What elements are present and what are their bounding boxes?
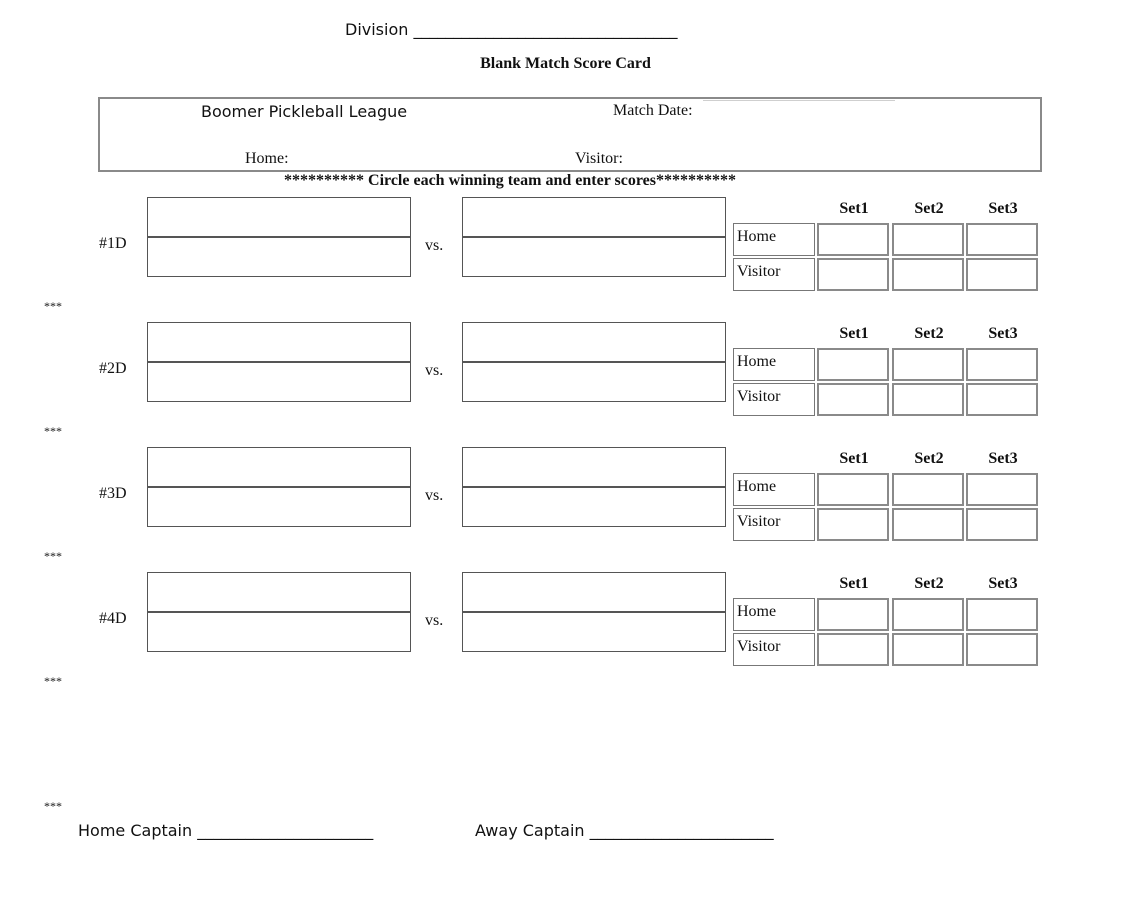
set-header: Set3 — [988, 200, 1018, 217]
score-cell[interactable] — [817, 633, 889, 666]
score-cell[interactable] — [817, 473, 889, 506]
vs-label: vs. — [425, 612, 444, 629]
home-team-box[interactable] — [147, 322, 411, 402]
home-team-label: Home: — [245, 150, 289, 167]
team-box-divider — [148, 486, 410, 488]
separator-stars: *** — [44, 424, 62, 438]
home-captain-field: Home Captain ______________________ — [78, 821, 374, 840]
score-cell[interactable] — [892, 223, 964, 256]
league-name: Boomer Pickleball League — [201, 102, 408, 121]
score-row-label: Home — [733, 473, 815, 506]
score-cell[interactable] — [892, 383, 964, 416]
score-cell[interactable] — [966, 598, 1038, 631]
score-row-label: Home — [733, 348, 815, 381]
score-cell[interactable] — [892, 473, 964, 506]
score-cell[interactable] — [892, 348, 964, 381]
team-box-divider — [463, 236, 725, 238]
score-cell[interactable] — [817, 223, 889, 256]
set-header: Set2 — [914, 200, 944, 217]
score-cell[interactable] — [817, 598, 889, 631]
team-box-divider — [148, 236, 410, 238]
match-label: #1D — [99, 235, 127, 252]
score-cell[interactable] — [892, 508, 964, 541]
score-cell[interactable] — [966, 383, 1038, 416]
separator-stars: *** — [44, 549, 62, 563]
separator-stars: *** — [44, 299, 62, 313]
vs-label: vs. — [425, 237, 444, 254]
team-box-divider — [463, 486, 725, 488]
score-row-label: Visitor — [733, 383, 815, 416]
set-header: Set3 — [988, 325, 1018, 342]
set-header: Set1 — [839, 325, 869, 342]
separator-stars: *** — [44, 674, 62, 688]
away-captain-field: Away Captain _______________________ — [475, 821, 774, 840]
match-label: #4D — [99, 610, 127, 627]
visitor-team-box[interactable] — [462, 447, 726, 527]
visitor-team-box[interactable] — [462, 572, 726, 652]
set-header: Set3 — [988, 450, 1018, 467]
score-cell[interactable] — [817, 258, 889, 291]
vs-label: vs. — [425, 362, 444, 379]
team-box-divider — [463, 361, 725, 363]
set-header: Set2 — [914, 325, 944, 342]
score-cell[interactable] — [966, 348, 1038, 381]
score-cell[interactable] — [892, 598, 964, 631]
score-row-label: Visitor — [733, 508, 815, 541]
set-header: Set1 — [839, 450, 869, 467]
set-header: Set2 — [914, 575, 944, 592]
instructions: ********** Circle each winning team and enter scores********** — [284, 172, 736, 189]
match-label: #3D — [99, 485, 127, 502]
score-cell[interactable] — [966, 508, 1038, 541]
set-header: Set1 — [839, 200, 869, 217]
score-row-label: Home — [733, 223, 815, 256]
set-header: Set1 — [839, 575, 869, 592]
home-team-box[interactable] — [147, 572, 411, 652]
home-team-box[interactable] — [147, 197, 411, 277]
match-label: #2D — [99, 360, 127, 377]
score-cell[interactable] — [817, 508, 889, 541]
score-cell[interactable] — [966, 258, 1038, 291]
score-row-label: Home — [733, 598, 815, 631]
score-cell[interactable] — [892, 258, 964, 291]
team-box-divider — [148, 611, 410, 613]
separator-stars: *** — [44, 799, 62, 813]
vs-label: vs. — [425, 487, 444, 504]
set-header: Set3 — [988, 575, 1018, 592]
match-date-line — [703, 100, 895, 101]
team-box-divider — [463, 611, 725, 613]
score-cell[interactable] — [966, 473, 1038, 506]
set-header: Set2 — [914, 450, 944, 467]
division-field: Division _________________________________ — [345, 20, 678, 39]
visitor-team-box[interactable] — [462, 322, 726, 402]
match-date-label: Match Date: — [613, 102, 693, 119]
score-cell[interactable] — [966, 223, 1038, 256]
score-cell[interactable] — [817, 383, 889, 416]
score-row-label: Visitor — [733, 258, 815, 291]
score-cell[interactable] — [966, 633, 1038, 666]
team-box-divider — [148, 361, 410, 363]
page-title: Blank Match Score Card — [480, 55, 651, 72]
visitor-team-box[interactable] — [462, 197, 726, 277]
score-cell[interactable] — [817, 348, 889, 381]
visitor-team-label: Visitor: — [575, 150, 623, 167]
home-team-box[interactable] — [147, 447, 411, 527]
score-row-label: Visitor — [733, 633, 815, 666]
score-cell[interactable] — [892, 633, 964, 666]
